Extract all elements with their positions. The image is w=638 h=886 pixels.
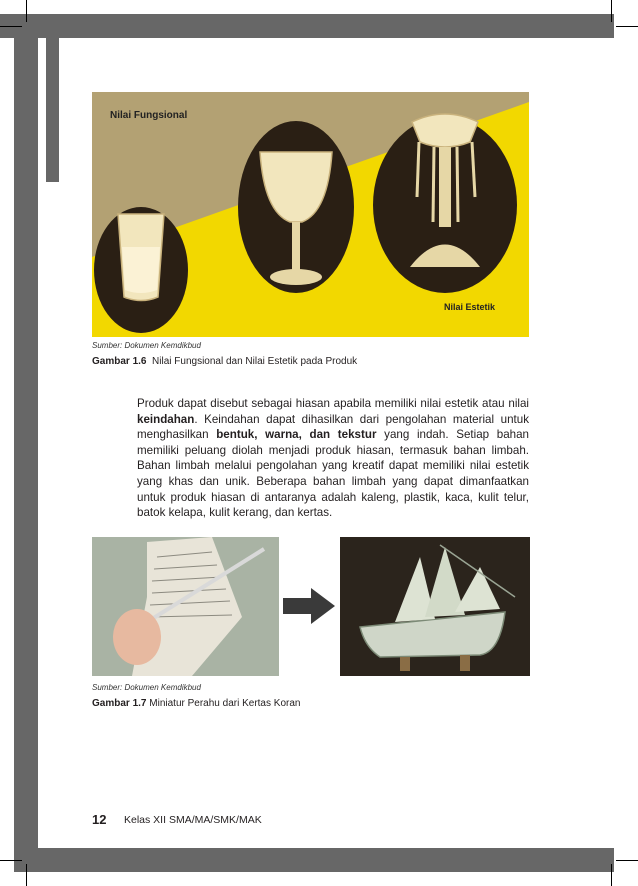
crop-mark — [0, 860, 22, 861]
figure-1-7-caption — [92, 698, 300, 709]
newspaper-rolling-illustration — [92, 537, 279, 676]
figure-1-7-caption-number: Gambar 1.7 — [92, 698, 147, 709]
figure-1-7-caption-text: Miniatur Perahu dari Kertas Koran — [149, 698, 301, 709]
figure-1-6-caption-text: Nilai Fungsional dan Nilai Estetik pada Produk — [152, 356, 358, 367]
crop-mark — [611, 864, 612, 886]
book-title: Kelas XII SMA/MA/SMK/MAK — [124, 814, 262, 826]
goblet-base — [270, 269, 322, 285]
figure-1-7-source: Sumber: Dokumen Kemdikbud — [92, 683, 201, 692]
paragraph-part-1: Produk dapat disebut sebagai hiasan apabila memiliki nilai estetik atau nilai — [137, 397, 529, 410]
glassware-illustration — [92, 92, 529, 337]
figure-1-6-image — [92, 92, 529, 337]
paragraph-bold-bentuk-warna-tekstur: bentuk, warna, dan tekstur — [216, 428, 377, 442]
body-paragraph — [137, 396, 529, 521]
goblet-stem — [292, 222, 300, 272]
crop-mark — [611, 0, 612, 22]
page-frame-left — [14, 14, 38, 872]
page-frame-bottom — [14, 848, 614, 872]
figure-1-6-source: Sumber: Dokumen Kemdikbud — [92, 341, 201, 350]
miniature-boat-illustration — [340, 537, 530, 676]
crop-mark — [616, 26, 638, 27]
crop-mark — [0, 26, 22, 27]
figure-1-7-boat-photo — [340, 537, 530, 676]
arrow-right-icon — [283, 588, 335, 624]
label-nilai-fungsional: Nilai Fungsional — [110, 110, 188, 121]
vase-bowl — [412, 114, 478, 147]
hand — [113, 609, 161, 665]
page-number: 12 — [92, 812, 107, 827]
page-frame-inner-bar — [46, 38, 59, 182]
paragraph-bold-keindahan: keindahan — [137, 412, 195, 426]
crop-mark — [26, 0, 27, 22]
page-frame-top — [0, 14, 614, 38]
boat-sail-3 — [455, 567, 500, 612]
vase-stem — [439, 147, 451, 227]
figure-1-6-caption — [92, 356, 357, 367]
crop-mark — [616, 860, 638, 861]
label-nilai-estetik: Nilai Estetik — [444, 302, 496, 312]
figure-1-7-newspaper-photo — [92, 537, 279, 676]
paragraph-part-2: . Keindahan dapat dihasilkan dari pengolahan material untuk menghasilkan — [137, 412, 529, 442]
paragraph-part-3: yang indah. Setiap bahan memiliki peluang diolah menjadi produk hiasan, termasuk bahan limbah. Bahan limbah melalui pengolahan yang kreatif dapat memiliki nilai estetik yang khas dan unik. Beberapa bahan limbah yang dapat dimanfaatkan untuk produk hiasan di antaranya adalah kaleng, plastik, kaca, kulit telur, batok kelapa, kulit kerang, dan kertas. — [137, 428, 529, 520]
figure-1-6-caption-number: Gambar 1.6 — [92, 356, 147, 367]
crop-mark — [26, 864, 27, 886]
